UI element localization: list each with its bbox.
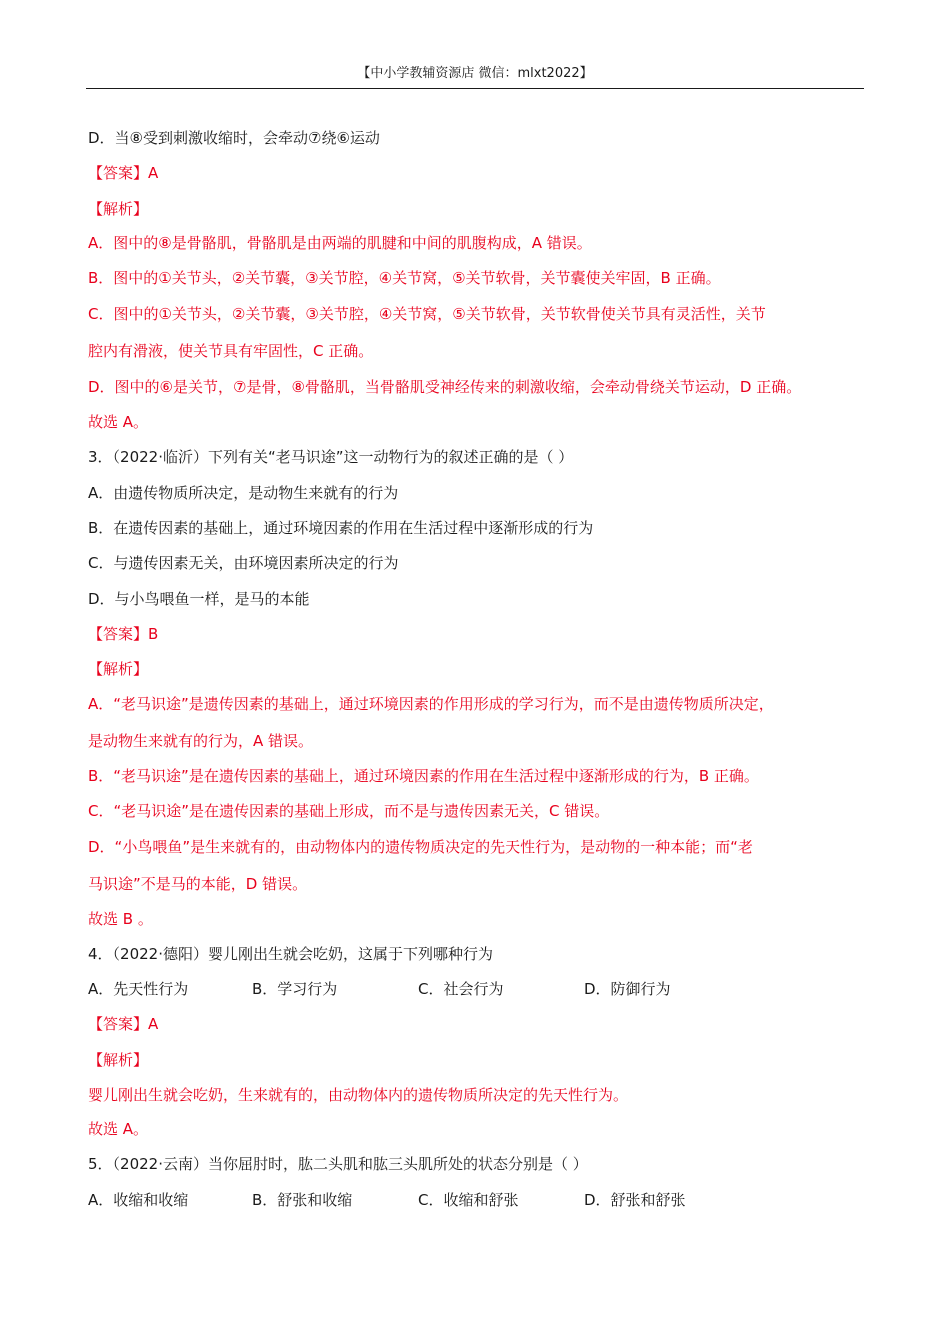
q3-analysis-line: 是动物生来就有的行为，A 错误。: [88, 732, 314, 750]
q3-option-b: B．在遗传因素的基础上，通过环境因素的作用在生活过程中逐渐形成的行为: [88, 519, 594, 537]
q5-stem: 5．（2022·云南）当你屈肘时，肱二头肌和肱三头肌所处的状态分别是（ ）: [88, 1155, 588, 1173]
q4-option-d: D．防御行为: [584, 980, 671, 998]
q4-option-b: B．学习行为: [252, 980, 338, 998]
q3-stem: 3．（2022·临沂）下列有关“老马识途”这一动物行为的叙述正确的是（ ）: [88, 448, 574, 466]
q2-analysis-line: D．图中的⑥是关节，⑦是骨，⑧骨骼肌，当骨骼肌受神经传来的刺激收缩，会牵动骨绕关节运动，D 正确。: [88, 378, 802, 396]
q5-option-d: D．舒张和舒张: [584, 1191, 686, 1209]
q2-answer: 【答案】A: [88, 164, 159, 182]
q3-analysis-line: 马识途”不是马的本能，D 错误。: [88, 875, 308, 893]
q3-option-d: D．与小鸟喂鱼一样，是马的本能: [88, 590, 310, 608]
page-header: 【中小学教辅资源店 微信：mlxt2022】: [86, 64, 864, 89]
q3-option-a: A．由遗传物质所决定，是动物生来就有的行为: [88, 484, 399, 502]
q3-option-c: C．与遗传因素无关，由环境因素所决定的行为: [88, 554, 399, 572]
q2-analysis-label: 【解析】: [88, 200, 149, 218]
q4-answer: 【答案】A: [88, 1015, 159, 1033]
q5-option-b: B．舒张和收缩: [252, 1191, 353, 1209]
q3-analysis-line: A．“老马识途”是遗传因素的基础上，通过环境因素的作用形成的学习行为，而不是由遗传物质所决定，: [88, 695, 774, 713]
q4-conclusion: 故选 A。: [88, 1120, 149, 1138]
q4-option-a: A．先天性行为: [88, 980, 189, 998]
q3-analysis-label: 【解析】: [88, 660, 149, 678]
q5-option-c: C．收缩和舒张: [418, 1191, 519, 1209]
q2-analysis-line: B．图中的①关节头，②关节囊，③关节腔，④关节窝，⑤关节软骨，关节囊使关牢固，B 正确。: [88, 269, 721, 287]
q4-analysis-label: 【解析】: [88, 1051, 149, 1069]
q3-answer: 【答案】B: [88, 625, 159, 643]
q2-analysis-line: A．图中的⑧是骨骼肌，骨骼肌是由两端的肌腱和中间的肌腹构成，A 错误。: [88, 234, 592, 252]
q2-option-d: D．当⑧受到刺激收缩时，会牵动⑦绕⑥运动: [88, 129, 380, 147]
q5-option-a: A．收缩和收缩: [88, 1191, 189, 1209]
q2-analysis-line: C．图中的①关节头，②关节囊，③关节腔，④关节窝，⑤关节软骨，关节软骨使关节具有灵活性，关节: [88, 305, 766, 323]
q4-analysis-line: 婴儿刚出生就会吃奶，生来就有的，由动物体内的遗传物质所决定的先天性行为。: [88, 1086, 629, 1104]
q2-analysis-line: 腔内有滑液，使关节具有牢固性，C 正确。: [88, 342, 374, 360]
q4-option-c: C．社会行为: [418, 980, 504, 998]
q3-analysis-line: D．“小鸟喂鱼”是生来就有的，由动物体内的遗传物质决定的先天性行为，是动物的一种本能；而“老: [88, 838, 753, 856]
q3-analysis-line: B．“老马识途”是在遗传因素的基础上，通过环境因素的作用在生活过程中逐渐形成的行为，B 正确。: [88, 767, 759, 785]
q2-conclusion: 故选 A。: [88, 413, 149, 431]
q3-conclusion: 故选 B 。: [88, 910, 153, 928]
q3-analysis-line: C．“老马识途”是在遗传因素的基础上形成，而不是与遗传因素无关，C 错误。: [88, 802, 610, 820]
q4-stem: 4．（2022·德阳）婴儿刚出生就会吃奶，这属于下列哪种行为: [88, 945, 493, 963]
